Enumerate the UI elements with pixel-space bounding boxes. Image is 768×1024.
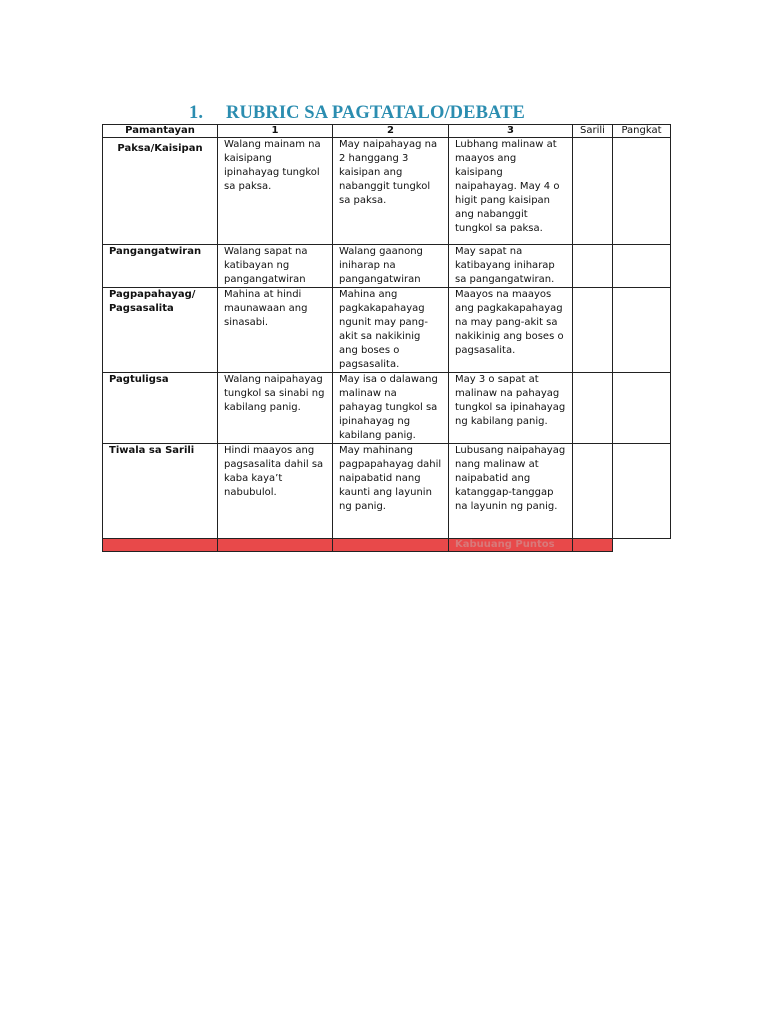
total-row — [103, 539, 671, 552]
criterion-cell: Pangangatwiran — [103, 245, 218, 288]
score-1-cell: Mahina at hindi maunawaan ang sinasabi. — [218, 288, 333, 373]
score-3-cell: Lubusang naipahayag nang malinaw at naipabatid ang katanggap-tanggap na layunin ng panig. — [449, 444, 573, 539]
table-row — [103, 444, 671, 539]
total-empty-cell — [103, 539, 218, 552]
criterion-cell: Pagpapahayag/ Pagsasalita — [103, 288, 218, 373]
pangkat-cell[interactable] — [613, 444, 671, 539]
rubric-table — [102, 124, 671, 552]
header-sarili: Sarili — [573, 125, 613, 138]
pangkat-cell[interactable] — [613, 373, 671, 444]
document-title — [189, 103, 525, 124]
total-sarili-cell[interactable] — [573, 539, 613, 552]
score-3-cell: May sapat na katibayang iniharap sa pangangatwiran. — [449, 245, 573, 288]
total-label: Kabuuang Puntos — [449, 539, 573, 552]
score-3-cell: Maayos na maayos ang pagkakapahayag na may pang-akit sa nakikinig ang boses o pagsasalita. — [449, 288, 573, 373]
table-row — [103, 373, 671, 444]
table-row — [103, 288, 671, 373]
sarili-cell[interactable] — [573, 245, 613, 288]
header-score-1: 1 — [218, 125, 333, 138]
title-number: 1. — [189, 103, 204, 123]
table-row — [103, 245, 671, 288]
sarili-cell[interactable] — [573, 373, 613, 444]
score-1-cell: Walang mainam na kaisipang ipinahayag tungkol sa paksa. — [218, 138, 333, 245]
criterion-cell: Paksa/Kaisipan — [103, 138, 218, 245]
header-pamantayan: Pamantayan — [103, 125, 218, 138]
pangkat-cell[interactable] — [613, 288, 671, 373]
score-2-cell: Mahina ang pagkakapahayag ngunit may pang-akit sa nakikinig ang boses o pagsasalita. — [333, 288, 449, 373]
header-score-3: 3 — [449, 125, 573, 138]
pangkat-cell[interactable] — [613, 138, 671, 245]
sarili-cell[interactable] — [573, 138, 613, 245]
score-2-cell: May isa o dalawang malinaw na pahayag tungkol sa ipinahayag ng kabilang panig. — [333, 373, 449, 444]
header-row — [103, 125, 671, 138]
score-2-cell: Walang gaanong iniharap na pangangatwiran — [333, 245, 449, 288]
title-text: RUBRIC SA PAGTATALO/DEBATE — [226, 103, 525, 123]
score-1-cell: Walang sapat na katibayan ng pangangatwiran — [218, 245, 333, 288]
header-pangkat: Pangkat — [613, 125, 671, 138]
score-2-cell: May mahinang pagpapahayag dahil naipabatid nang kaunti ang layunin ng panig. — [333, 444, 449, 539]
total-empty-cell — [218, 539, 333, 552]
score-1-cell: Hindi maayos ang pagsasalita dahil sa kaba kaya’t nabubulol. — [218, 444, 333, 539]
table-row — [103, 138, 671, 245]
criterion-cell: Pagtuligsa — [103, 373, 218, 444]
sarili-cell[interactable] — [573, 288, 613, 373]
score-1-cell: Walang naipahayag tungkol sa sinabi ng kabilang panig. — [218, 373, 333, 444]
criterion-cell: Tiwala sa Sarili — [103, 444, 218, 539]
header-score-2: 2 — [333, 125, 449, 138]
score-3-cell: May 3 o sapat at malinaw na pahayag tungkol sa ipinahayag ng kabilang panig. — [449, 373, 573, 444]
pangkat-cell[interactable] — [613, 245, 671, 288]
sarili-cell[interactable] — [573, 444, 613, 539]
score-2-cell: May naipahayag na 2 hanggang 3 kaisipan ang nabanggit tungkol sa paksa. — [333, 138, 449, 245]
total-empty-cell — [333, 539, 449, 552]
score-3-cell: Lubhang malinaw at maayos ang kaisipang naipahayag. May 4 o higit pang kaisipan ang nabanggit tungkol sa paksa. — [449, 138, 573, 245]
